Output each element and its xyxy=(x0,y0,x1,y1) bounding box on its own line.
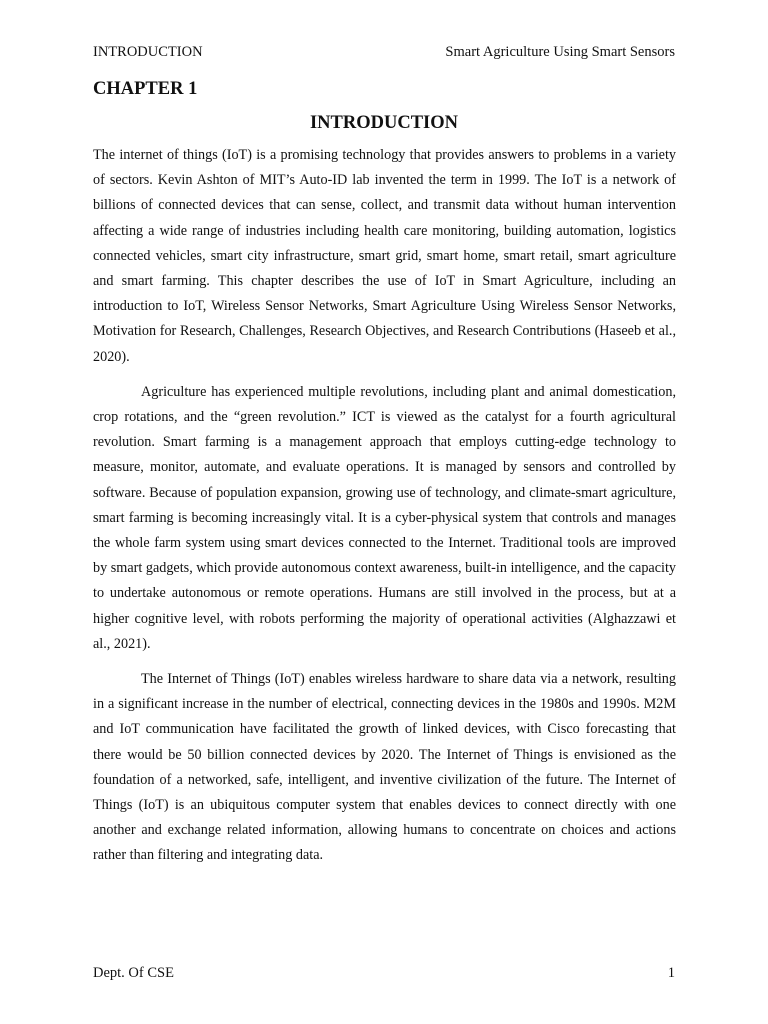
page-number: 1 xyxy=(667,965,675,981)
paragraph-1: The internet of things (IoT) is a promising technology that provides answers to problems in a variety of sectors. Kevin Ashton of MIT’s Auto-ID lab invented the term in 1999. The IoT is a network of billions of connected devices that can sense, collect, and transmit data without human intervention affecting a wide range of industries including health care monitoring, building automation, logistics connected vehicles, smart city infrastructure, smart grid, smart home, smart retail, smart agriculture and smart farming. This chapter describes the use of IoT in Smart Agriculture, including an introduction to IoT, Wireless Sensor Networks, Smart Agriculture Using Wireless Sensor Networks, Motivation for Research, Challenges, Research Objectives, and Research Contributions (Haseeb et al., 2020). xyxy=(93,147,676,365)
page-footer xyxy=(93,964,675,982)
footer-department: Dept. Of CSE xyxy=(93,965,174,981)
paragraph-2: Agriculture has experienced multiple revolutions, including plant and animal domestication, crop rotations, and the “green revolution.” ICT is viewed as the catalyst for a fourth agricultural revolution. Smart farming is a management approach that employs cutting-edge technology to measure, monitor, automate, and evaluate operations. It is managed by sensors and controlled by software. Because of population expansion, growing use of technology, and climate-smart agriculture, smart farming is becoming increasingly vital. It is a cyber-physical system that controls and manages the whole farm system using smart devices connected to the Internet. Traditional tools are improved by smart gadgets, which provide autonomous context awareness, built-in intelligence, and the capacity to undertake autonomous or remote operations. Humans are still involved in the process, but at a higher cognitive level, with robots performing the majority of operational activities (Alghazzawi et al., 2021). xyxy=(93,383,676,652)
paragraph-3: The Internet of Things (IoT) enables wireless hardware to share data via a network, resulting in a significant increase in the number of electrical, connecting devices in the 1980s and 1990s. M2M and IoT communication have facilitated the growth of linked devices, with Cisco forecasting that there would be 50 billion connected devices by 2020. The Internet of Things is envisioned as the foundation of a networked, safe, intelligent, and inventive civilization of the future. The Internet of Things (IoT) is an ubiquitous computer system that enables devices to connect directly with one another and exchange related information, allowing humans to concentrate on choices and actions rather than filtering and integrating data. xyxy=(93,671,676,864)
body-text xyxy=(93,143,676,879)
header-section-name: INTRODUCTION xyxy=(93,44,203,60)
chapter-label: CHAPTER 1 xyxy=(93,79,198,99)
header-document-title: Smart Agriculture Using Smart Sensors xyxy=(445,44,675,60)
running-header xyxy=(93,43,675,61)
section-title: INTRODUCTION xyxy=(309,113,459,133)
